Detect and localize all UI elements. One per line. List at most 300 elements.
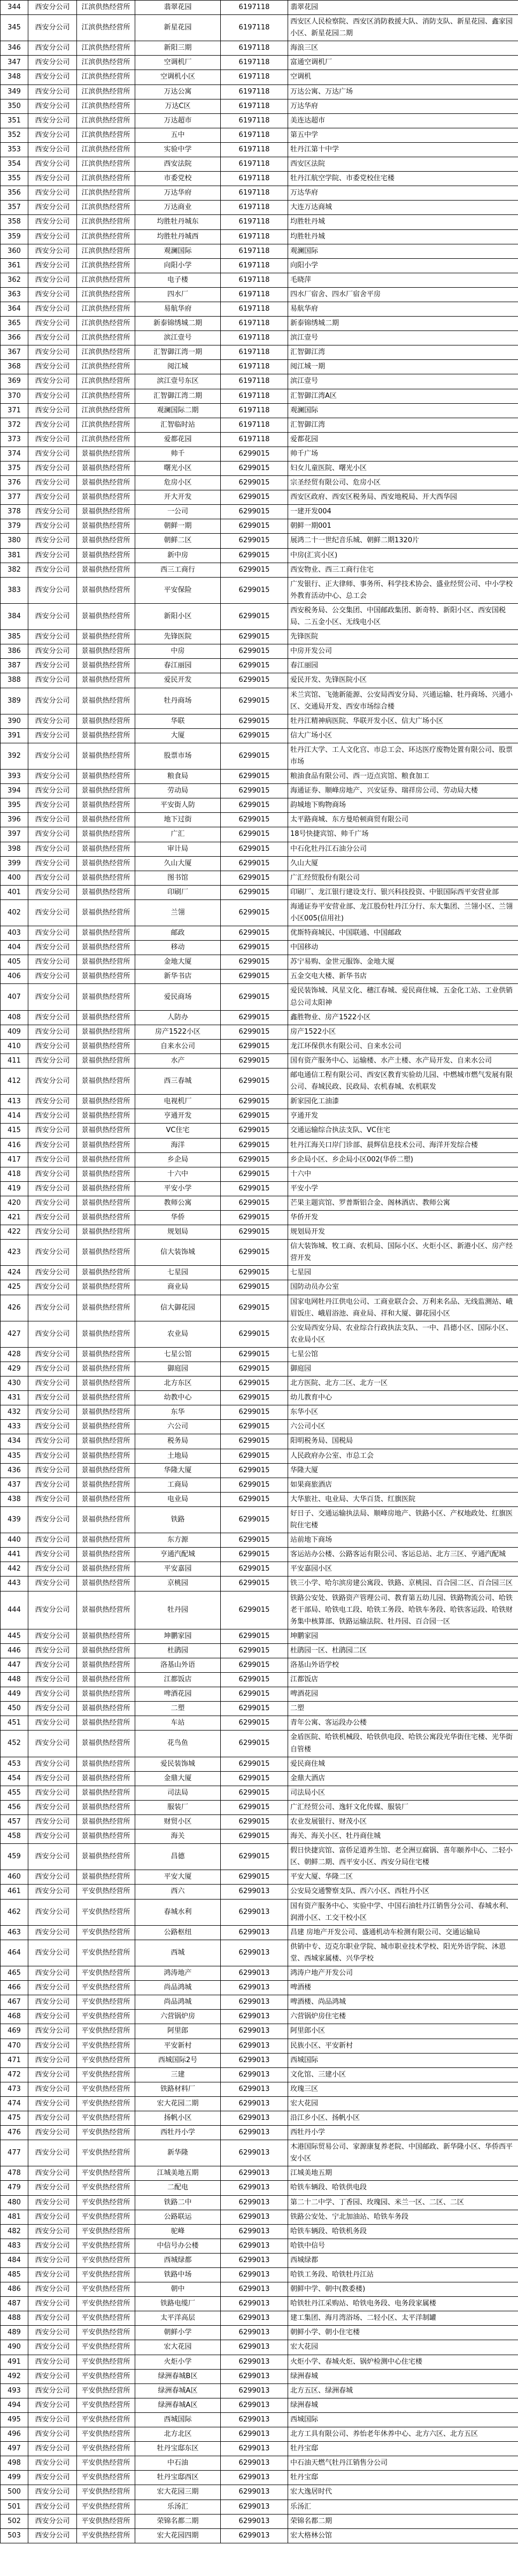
station-name-cell: 二配电 [135, 2181, 221, 2195]
table-row [1, 1010, 518, 1025]
station-name-cell: 花鸟鱼 [135, 1731, 221, 1757]
branch-cell: 西安分公司 [28, 644, 77, 659]
row-number-cell: 378 [1, 505, 28, 519]
coverage-cell: 火炬小学、春城火炬、锅炉检测中心住宅楼 [288, 2355, 518, 2369]
coverage-cell: 国有资产服务中心、运输楼、水产土楼、水产局开发、自来水公司 [288, 1054, 518, 1068]
phone-cell: 6299015 [221, 1347, 288, 1362]
table-row [1, 360, 518, 374]
office-cell: 景福供热经营所 [77, 476, 135, 490]
row-number-cell: 376 [1, 476, 28, 490]
row-number-cell: 365 [1, 317, 28, 331]
table-row [1, 2383, 518, 2398]
office-cell: 景福供热经营所 [77, 1321, 135, 1347]
row-number-cell: 450 [1, 1702, 28, 1716]
row-number-cell: 406 [1, 970, 28, 984]
phone-cell: 6197118 [221, 432, 288, 447]
branch-cell: 西安分公司 [28, 813, 77, 827]
row-number-cell: 352 [1, 128, 28, 142]
phone-cell: 6299013 [221, 2369, 288, 2383]
phone-cell: 6299015 [221, 899, 288, 926]
branch-cell: 西安分公司 [28, 688, 77, 714]
coverage-cell: 18号快捷宾馆、帅千广场 [288, 827, 518, 842]
coverage-cell: 六营锅炉房住宅楼 [288, 2010, 518, 2024]
row-number-cell: 383 [1, 577, 28, 603]
station-name-cell: 规划局 [135, 1225, 221, 1240]
office-cell: 景福供热经营所 [77, 784, 135, 798]
office-cell: 景福供热经营所 [77, 955, 135, 970]
table-row [1, 970, 518, 984]
phone-cell: 6299015 [221, 1492, 288, 1506]
office-cell: 景福供热经营所 [77, 1377, 135, 1391]
station-name-cell: 大厦 [135, 728, 221, 743]
phone-cell: 6197118 [221, 317, 288, 331]
table-row [1, 813, 518, 827]
coverage-cell: 二塑 [288, 1702, 518, 1716]
office-cell: 江滨供热经营所 [77, 302, 135, 316]
station-name-cell: 万达商业 [135, 201, 221, 215]
phone-cell: 6197118 [221, 172, 288, 186]
branch-cell: 西安分公司 [28, 1844, 77, 1870]
branch-cell: 西安分公司 [28, 1449, 77, 1463]
row-number-cell: 401 [1, 885, 28, 899]
row-number-cell: 382 [1, 563, 28, 577]
phone-cell: 6299015 [221, 1629, 288, 1643]
branch-cell: 西安分公司 [28, 798, 77, 813]
phone-cell: 6299013 [221, 2412, 288, 2427]
branch-cell: 西安分公司 [28, 1054, 77, 1068]
row-number-cell: 369 [1, 374, 28, 389]
row-number-cell: 485 [1, 2268, 28, 2282]
station-name-cell: 新中房 [135, 548, 221, 563]
table-row [1, 1966, 518, 1981]
row-number-cell: 399 [1, 856, 28, 871]
phone-cell: 6299013 [221, 2224, 288, 2239]
branch-cell: 西安分公司 [28, 360, 77, 374]
phone-cell: 6299015 [221, 770, 288, 784]
row-number-cell: 412 [1, 1068, 28, 1095]
office-cell: 江滨供热经营所 [77, 403, 135, 418]
table-row [1, 2282, 518, 2297]
table-body [1, 1, 518, 2543]
branch-cell: 西安分公司 [28, 2039, 77, 2053]
phone-cell: 6299015 [221, 1280, 288, 1295]
office-cell: 景福供热经营所 [77, 1716, 135, 1731]
row-number-cell: 449 [1, 1687, 28, 1702]
phone-cell: 6299013 [221, 1899, 288, 1925]
office-cell: 江滨供热经营所 [77, 41, 135, 56]
table-row [1, 955, 518, 970]
phone-cell: 6299013 [221, 2010, 288, 2024]
coverage-cell: 新家园化工油漆 [288, 1095, 518, 1109]
office-cell: 景福供热经营所 [77, 1405, 135, 1420]
branch-cell: 西安分公司 [28, 1391, 77, 1405]
table-row [1, 2166, 518, 2181]
table-row [1, 287, 518, 302]
station-name-cell: 啤酒花园 [135, 1687, 221, 1702]
branch-cell: 西安分公司 [28, 1377, 77, 1391]
coverage-cell: 西城国际 [288, 2053, 518, 2067]
office-cell: 平安供热经营所 [77, 2442, 135, 2456]
coverage-cell: 宏大逸居时代 [288, 2485, 518, 2500]
table-row [1, 56, 518, 70]
row-number-cell: 498 [1, 2456, 28, 2471]
coverage-cell: 万达公寓、万达广场 [288, 84, 518, 99]
office-cell: 平安供热经营所 [77, 2355, 135, 2369]
coverage-cell: 广汇经贸股份有限公司 [288, 871, 518, 885]
office-cell: 景福供热经营所 [77, 1643, 135, 1658]
phone-cell: 6299015 [221, 603, 288, 629]
phone-cell: 6299013 [221, 2195, 288, 2210]
row-number-cell: 434 [1, 1434, 28, 1449]
coverage-cell: 啤酒花园 [288, 1687, 518, 1702]
table-row [1, 2311, 518, 2326]
branch-cell: 西安分公司 [28, 1757, 77, 1771]
station-name-cell: 新华书店 [135, 970, 221, 984]
branch-cell: 西安分公司 [28, 673, 77, 688]
branch-cell: 西安分公司 [28, 1885, 77, 1899]
coverage-cell: 牡丹宝邸 [288, 2442, 518, 2456]
office-cell: 平安供热经营所 [77, 2326, 135, 2340]
branch-cell: 西安分公司 [28, 418, 77, 432]
office-cell: 江滨供热经营所 [77, 273, 135, 287]
coverage-cell: 牡丹江海关口岸门诊部、晨辉信息技术公司、海洋开发综合楼 [288, 1138, 518, 1152]
branch-cell: 西安分公司 [28, 1, 77, 15]
coverage-cell: 亨通开发 [288, 1109, 518, 1124]
table-row [1, 403, 518, 418]
station-name-cell: 万达超市 [135, 113, 221, 128]
office-cell: 平安供热经营所 [77, 2239, 135, 2253]
branch-cell: 西安分公司 [28, 770, 77, 784]
office-cell: 江滨供热经营所 [77, 432, 135, 447]
phone-cell: 6299015 [221, 1844, 288, 1870]
row-number-cell: 348 [1, 70, 28, 84]
branch-cell: 西安分公司 [28, 827, 77, 842]
station-name-cell: 新阳三期 [135, 41, 221, 56]
branch-cell: 西安分公司 [28, 1548, 77, 1562]
station-name-cell: 教师公寓 [135, 1196, 221, 1210]
row-number-cell: 487 [1, 2297, 28, 2311]
row-number-cell: 390 [1, 714, 28, 728]
row-number-cell: 473 [1, 2082, 28, 2096]
station-name-cell: 观澜国际 [135, 244, 221, 258]
table-row [1, 1548, 518, 1562]
branch-cell: 西安分公司 [28, 2355, 77, 2369]
phone-cell: 6299015 [221, 1786, 288, 1800]
row-number-cell: 489 [1, 2326, 28, 2340]
phone-cell: 6299015 [221, 1068, 288, 1095]
phone-cell: 6299013 [221, 2268, 288, 2282]
branch-cell: 西安分公司 [28, 1124, 77, 1138]
branch-cell: 西安分公司 [28, 899, 77, 926]
office-cell: 景福供热经营所 [77, 1463, 135, 1478]
phone-cell: 6197118 [221, 70, 288, 84]
branch-cell: 西安分公司 [28, 287, 77, 302]
office-cell: 平安供热经营所 [77, 2096, 135, 2111]
branch-cell: 西安分公司 [28, 2311, 77, 2326]
coverage-cell: 朝鲜中学、朝中(教委楼) [288, 2282, 518, 2297]
office-cell: 平安供热经营所 [77, 2340, 135, 2355]
office-cell: 景福供热经营所 [77, 1731, 135, 1757]
coverage-cell: 如果商旅酒店 [288, 1478, 518, 1492]
branch-cell: 西安分公司 [28, 172, 77, 186]
coverage-cell: 好日子、交通运输执法局、顺峰房地产、铁路小区、产权地政处、红旗医院住宅楼 [288, 1506, 518, 1533]
coverage-cell: 华侨开发 [288, 1210, 518, 1225]
station-name-cell: 宏大花园三期 [135, 2485, 221, 2500]
station-name-cell: 新华隆 [135, 2140, 221, 2166]
office-cell: 景福供热经营所 [77, 1771, 135, 1786]
branch-cell: 西安分公司 [28, 926, 77, 941]
coverage-cell: 金盾医院、哈铁机械段、哈铁供电段、哈铁公寓段光华街住宅楼、光华街自管楼 [288, 1731, 518, 1757]
table-row [1, 1829, 518, 1844]
row-number-cell: 384 [1, 603, 28, 629]
office-cell: 景福供热经营所 [77, 1181, 135, 1196]
branch-cell: 西安分公司 [28, 229, 77, 244]
table-row [1, 1280, 518, 1295]
table-row [1, 128, 518, 142]
coverage-cell: 阅江城一期 [288, 360, 518, 374]
row-number-cell: 370 [1, 389, 28, 403]
phone-cell: 6299015 [221, 1449, 288, 1463]
coverage-cell: 优斯特商城民、中国联通、中国邮政 [288, 926, 518, 941]
branch-cell: 西安分公司 [28, 56, 77, 70]
station-name-cell: 爱民装饰城 [135, 1757, 221, 1771]
table-row [1, 1420, 518, 1434]
branch-cell: 西安分公司 [28, 1152, 77, 1167]
table-row [1, 2195, 518, 2210]
row-number-cell: 393 [1, 770, 28, 784]
row-number-cell: 476 [1, 2126, 28, 2140]
branch-cell: 西安分公司 [28, 1362, 77, 1377]
station-name-cell: 农业局 [135, 1321, 221, 1347]
station-name-cell: 易航华府 [135, 302, 221, 316]
branch-cell: 西安分公司 [28, 1025, 77, 1039]
table-row [1, 2528, 518, 2543]
coverage-cell: 爱民装饰城、风星文化、穗江春城、爱民商住城、五金化工站、工业供销总公司太阳神 [288, 984, 518, 1010]
station-name-cell: 水产 [135, 1054, 221, 1068]
phone-cell: 6299015 [221, 1562, 288, 1577]
row-number-cell: 408 [1, 1010, 28, 1025]
office-cell: 江滨供热经营所 [77, 84, 135, 99]
row-number-cell: 493 [1, 2383, 28, 2398]
office-cell: 景福供热经营所 [77, 1240, 135, 1266]
branch-cell: 西安分公司 [28, 1321, 77, 1347]
table-row [1, 1731, 518, 1757]
coverage-cell: 北方工具有限公司、养怡老年休养中心、北方六区、北方五区 [288, 2427, 518, 2442]
station-name-cell: 金地大厦 [135, 955, 221, 970]
row-number-cell: 465 [1, 1966, 28, 1981]
phone-cell: 6299015 [221, 1731, 288, 1757]
table-row [1, 548, 518, 563]
station-name-cell: 华隆大厦 [135, 1463, 221, 1478]
branch-cell: 西安分公司 [28, 1702, 77, 1716]
row-number-cell: 452 [1, 1731, 28, 1757]
coverage-cell: 沿江乡小区、扬帆小区 [288, 2111, 518, 2125]
row-number-cell: 460 [1, 1870, 28, 1885]
row-number-cell: 402 [1, 899, 28, 926]
office-cell: 景福供热经营所 [77, 1800, 135, 1814]
phone-cell: 6299015 [221, 1025, 288, 1039]
phone-cell: 6299015 [221, 1506, 288, 1533]
station-name-cell: 朝中 [135, 2282, 221, 2297]
station-name-cell: 观澜国际二期 [135, 403, 221, 418]
coverage-cell: 金鼎大酒店 [288, 1771, 518, 1786]
phone-cell: 6299015 [221, 505, 288, 519]
station-name-cell: 金鼎大厦 [135, 1771, 221, 1786]
station-name-cell: 江都饭店 [135, 1673, 221, 1687]
phone-cell: 6299015 [221, 1420, 288, 1434]
branch-cell: 西安分公司 [28, 1010, 77, 1025]
station-name-cell: 广汇 [135, 827, 221, 842]
phone-cell: 6299015 [221, 743, 288, 769]
branch-cell: 西安分公司 [28, 871, 77, 885]
row-number-cell: 432 [1, 1405, 28, 1420]
table-row [1, 2053, 518, 2067]
office-cell: 景福供热经营所 [77, 534, 135, 548]
row-number-cell: 405 [1, 955, 28, 970]
station-name-cell: 爱民开发 [135, 673, 221, 688]
coverage-cell: 北方五区、绿洲春城 [288, 2383, 518, 2398]
table-row [1, 2210, 518, 2224]
row-number-cell: 353 [1, 142, 28, 157]
office-cell: 景福供热经营所 [77, 630, 135, 644]
branch-cell: 西安分公司 [28, 1591, 77, 1629]
table-row [1, 157, 518, 172]
phone-cell: 6299015 [221, 1124, 288, 1138]
table-row [1, 941, 518, 955]
row-number-cell: 479 [1, 2181, 28, 2195]
office-cell: 平安供热经营所 [77, 1925, 135, 1940]
office-cell: 景福供热经营所 [77, 1420, 135, 1434]
branch-cell: 西安分公司 [28, 2010, 77, 2024]
station-name-cell: 实验中学 [135, 142, 221, 157]
row-number-cell: 469 [1, 2024, 28, 2039]
row-number-cell: 385 [1, 630, 28, 644]
phone-cell: 6299015 [221, 798, 288, 813]
phone-cell: 6299013 [221, 2514, 288, 2528]
phone-cell: 6197118 [221, 157, 288, 172]
station-name-cell: 春城水利 [135, 1899, 221, 1925]
phone-cell: 6197118 [221, 99, 288, 113]
coverage-cell: 阳明税务局、国税局 [288, 1434, 518, 1449]
table-row [1, 2253, 518, 2267]
branch-cell: 西安分公司 [28, 2282, 77, 2297]
table-row [1, 2326, 518, 2340]
phone-cell: 6299015 [221, 1321, 288, 1347]
office-cell: 江滨供热经营所 [77, 1, 135, 15]
branch-cell: 西安分公司 [28, 885, 77, 899]
office-cell: 平安供热经营所 [77, 1885, 135, 1899]
phone-cell: 6299013 [221, 2340, 288, 2355]
office-cell: 景福供热经营所 [77, 1492, 135, 1506]
office-cell: 平安供热经营所 [77, 2456, 135, 2471]
office-cell: 景福供热经营所 [77, 1109, 135, 1124]
station-name-cell: 北方东区 [135, 1377, 221, 1391]
station-name-cell: 五中 [135, 128, 221, 142]
phone-cell: 6299015 [221, 784, 288, 798]
table-row [1, 1109, 518, 1124]
branch-cell: 西安分公司 [28, 1995, 77, 2010]
coverage-cell: 啤酒楼、尚品鸿城 [288, 1995, 518, 2010]
table-row [1, 505, 518, 519]
station-name-cell: 驼峰 [135, 2224, 221, 2239]
branch-cell: 西安分公司 [28, 743, 77, 769]
row-number-cell: 388 [1, 673, 28, 688]
station-name-cell: 昌德 [135, 1844, 221, 1870]
coverage-cell: 人民政府办公室、市总工会 [288, 1449, 518, 1463]
phone-cell: 6299013 [221, 2253, 288, 2267]
station-name-cell: 荣锦名都二期 [135, 2514, 221, 2528]
phone-cell: 6299015 [221, 1377, 288, 1391]
office-cell: 景福供热经营所 [77, 1449, 135, 1463]
row-number-cell: 395 [1, 798, 28, 813]
station-name-cell: 中房 [135, 644, 221, 659]
station-name-cell: 牡丹园 [135, 1591, 221, 1629]
phone-cell: 6299015 [221, 1673, 288, 1687]
office-cell: 景福供热经营所 [77, 1673, 135, 1687]
table-row [1, 856, 518, 871]
branch-cell: 西安分公司 [28, 2126, 77, 2140]
phone-cell: 6299015 [221, 842, 288, 856]
table-row [1, 534, 518, 548]
branch-cell: 西安分公司 [28, 1196, 77, 1210]
table-row [1, 798, 518, 813]
station-name-cell: 向阳小学 [135, 258, 221, 273]
coverage-cell: 西安区政府、西安区税务局、西安地税局、开大西华园 [288, 490, 518, 505]
branch-cell: 西安分公司 [28, 2096, 77, 2111]
phone-cell: 6197118 [221, 56, 288, 70]
station-name-cell: 中信号办公楼 [135, 2239, 221, 2253]
coverage-cell: 西安区人民检察院、西安区消防救援大队、消防支队、新星花园、鑫家园小区、新星花园二期 [288, 15, 518, 41]
station-name-cell: 亨通开发 [135, 1109, 221, 1124]
phone-cell: 6299013 [221, 2166, 288, 2181]
branch-cell: 西安分公司 [28, 432, 77, 447]
branch-cell: 西安分公司 [28, 1925, 77, 1940]
phone-cell: 6299015 [221, 659, 288, 673]
row-number-cell: 425 [1, 1280, 28, 1295]
row-number-cell: 398 [1, 842, 28, 856]
table-row [1, 2111, 518, 2125]
office-cell: 平安供热经营所 [77, 2268, 135, 2282]
row-number-cell: 427 [1, 1321, 28, 1347]
phone-cell: 6197118 [221, 331, 288, 345]
table-row [1, 462, 518, 476]
coverage-cell: 中石化牡丹江石油分公司 [288, 842, 518, 856]
phone-cell: 6299015 [221, 1577, 288, 1591]
branch-cell: 西安分公司 [28, 2224, 77, 2239]
table-row [1, 2514, 518, 2528]
coverage-cell: 北方医院、北方二区、北方一区 [288, 1377, 518, 1391]
row-number-cell: 474 [1, 2096, 28, 2111]
table-row [1, 2024, 518, 2039]
table-row [1, 1981, 518, 1995]
branch-cell: 西安分公司 [28, 1240, 77, 1266]
row-number-cell: 375 [1, 462, 28, 476]
branch-cell: 西安分公司 [28, 258, 77, 273]
table-row [1, 659, 518, 673]
phone-cell: 6299013 [221, 2039, 288, 2053]
office-cell: 平安供热经营所 [77, 2024, 135, 2039]
station-name-cell: 东华 [135, 1405, 221, 1420]
table-row [1, 142, 518, 157]
office-cell: 景福供热经营所 [77, 1362, 135, 1377]
branch-cell: 西安分公司 [28, 2210, 77, 2224]
row-number-cell: 420 [1, 1196, 28, 1210]
branch-cell: 西安分公司 [28, 99, 77, 113]
station-name-cell: 滨江壹号东区 [135, 374, 221, 389]
table-row [1, 714, 518, 728]
station-name-cell: VC住宅 [135, 1124, 221, 1138]
station-name-cell: 新星花园 [135, 15, 221, 41]
